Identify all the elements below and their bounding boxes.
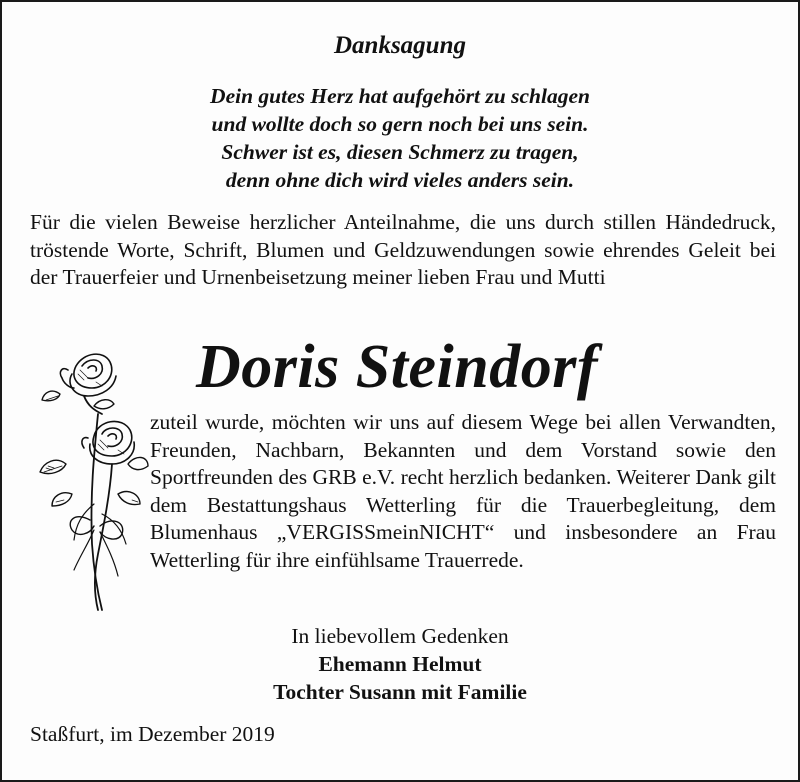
signoff-daughter: Tochter Susann mit Familie — [273, 680, 527, 704]
poem-line: Dein gutes Herz hat aufgehört zu schlagen — [210, 84, 590, 108]
roses-icon — [32, 344, 150, 614]
poem-line: Schwer ist es, diesen Schmerz zu tragen, — [221, 140, 579, 164]
signoff-husband: Ehemann Helmut — [318, 652, 482, 676]
signoff-intro: In liebevollem Gedenken — [291, 624, 509, 648]
thanks-paragraph-main: zuteil wurde, möchten wir uns auf diesem Wege bei allen Verwandten, Freunden, Nachbarn, Bekannten und dem Vorstand sowie den Sportfreunden des GRB e.V. recht herzlich bedanken. Weiterer Dank gilt dem Bestattungshaus Wetterling für die Trauerbegleitung, dem Blumenhaus „VERGISSmeinNICHT“ und insbesondere an Frau Wetterling für ihre einfühlsame Trauerrede. — [150, 410, 776, 572]
notice-title: Danksagung — [334, 32, 466, 59]
deceased-name: Doris Steindorf — [196, 333, 598, 401]
place-and-date: Staßfurt, im Dezember 2019 — [30, 722, 275, 746]
signoff-block — [2, 622, 798, 706]
poem-line: und wollte doch so gern noch bei uns sein. — [211, 112, 589, 136]
memorial-poem — [2, 82, 798, 194]
thanks-paragraph-intro: Für die vielen Beweise herzlicher Anteilnahme, die uns durch stillen Händedruck, tröstende Worte, Schrift, Blumen und Geldzuwendungen sowie ehrendes Geleit bei der Trauerfeier und Urnenbeisetzung meiner lieben Frau und Mutti — [30, 210, 776, 289]
poem-line: denn ohne dich wird vieles anders sein. — [225, 168, 575, 192]
